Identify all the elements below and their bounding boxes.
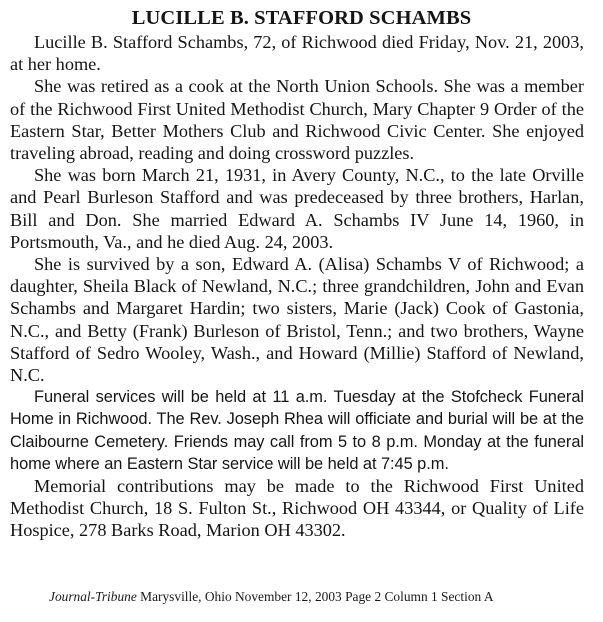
paragraph-funeral-services: Funeral services will be held at 11 a.m. Tuesday at the Stofcheck Funeral Home in Richwood. The Rev. Joseph Rhea will officiate and burial will be at the Claibourne Cemetery. Friends may call from 5 to 8 p.m. Monday at the funeral home where an Eastern Star service will be held at 7:45 p.m. xyxy=(10,388,584,473)
publication-details: Marysville, Ohio November 12, 2003 Page 2 Column 1 Section A xyxy=(140,589,494,604)
paragraph-death-notice: Lucille B. Stafford Schambs, 72, of Richwood died Friday, Nov. 21, 2003, at her home. xyxy=(10,32,584,75)
source-credit xyxy=(49,588,493,606)
paragraph-birth-marriage: She was born March 21, 1931, in Avery County, N.C., to the late Orville and Pearl Burleson Stafford and was predeceased by three brothers, Harlan, Bill and Don. She married Edward A. Schambs IV June 14, 1960, in Portsmouth, Va., and he died Aug. 24, 2003. xyxy=(10,165,584,252)
paragraph-career-memberships: She was retired as a cook at the North Union Schools. She was a member of the Richwood First United Methodist Church, Mary Chapter 9 Order of the Eastern Star, Better Mothers Club and Richwood Civic Center. She enjoyed traveling abroad, reading and doing crossword puzzles. xyxy=(10,76,584,164)
obituary-body xyxy=(10,31,584,542)
publication-name: Journal-Tribune xyxy=(49,589,137,604)
obituary-headline: LUCILLE B. STAFFORD SCHAMBS xyxy=(131,7,472,29)
paragraph-memorial-contributions: Memorial contributions may be made to the Richwood First United Methodist Church, 18 S. Fulton St., Richwood OH 43344, or Quality of Life Hospice, 278 Barks Road, Marion OH 43302. xyxy=(10,476,584,541)
paragraph-survivors: She is survived by a son, Edward A. (Alisa) Schambs V of Richwood; a daughter, Sheila Black of Newland, N.C.; three grandchildren, John and Evan Schambs and Margaret Hardin; two sisters, Marie (Jack) Cook of Gastonia, N.C., and Betty (Frank) Burleson of Bristol, Tenn.; and two brothers, Wayne Stafford of Sedro Wooley, Wash., and Howard (Millie) Stafford of Newland, N.C. xyxy=(10,254,584,386)
